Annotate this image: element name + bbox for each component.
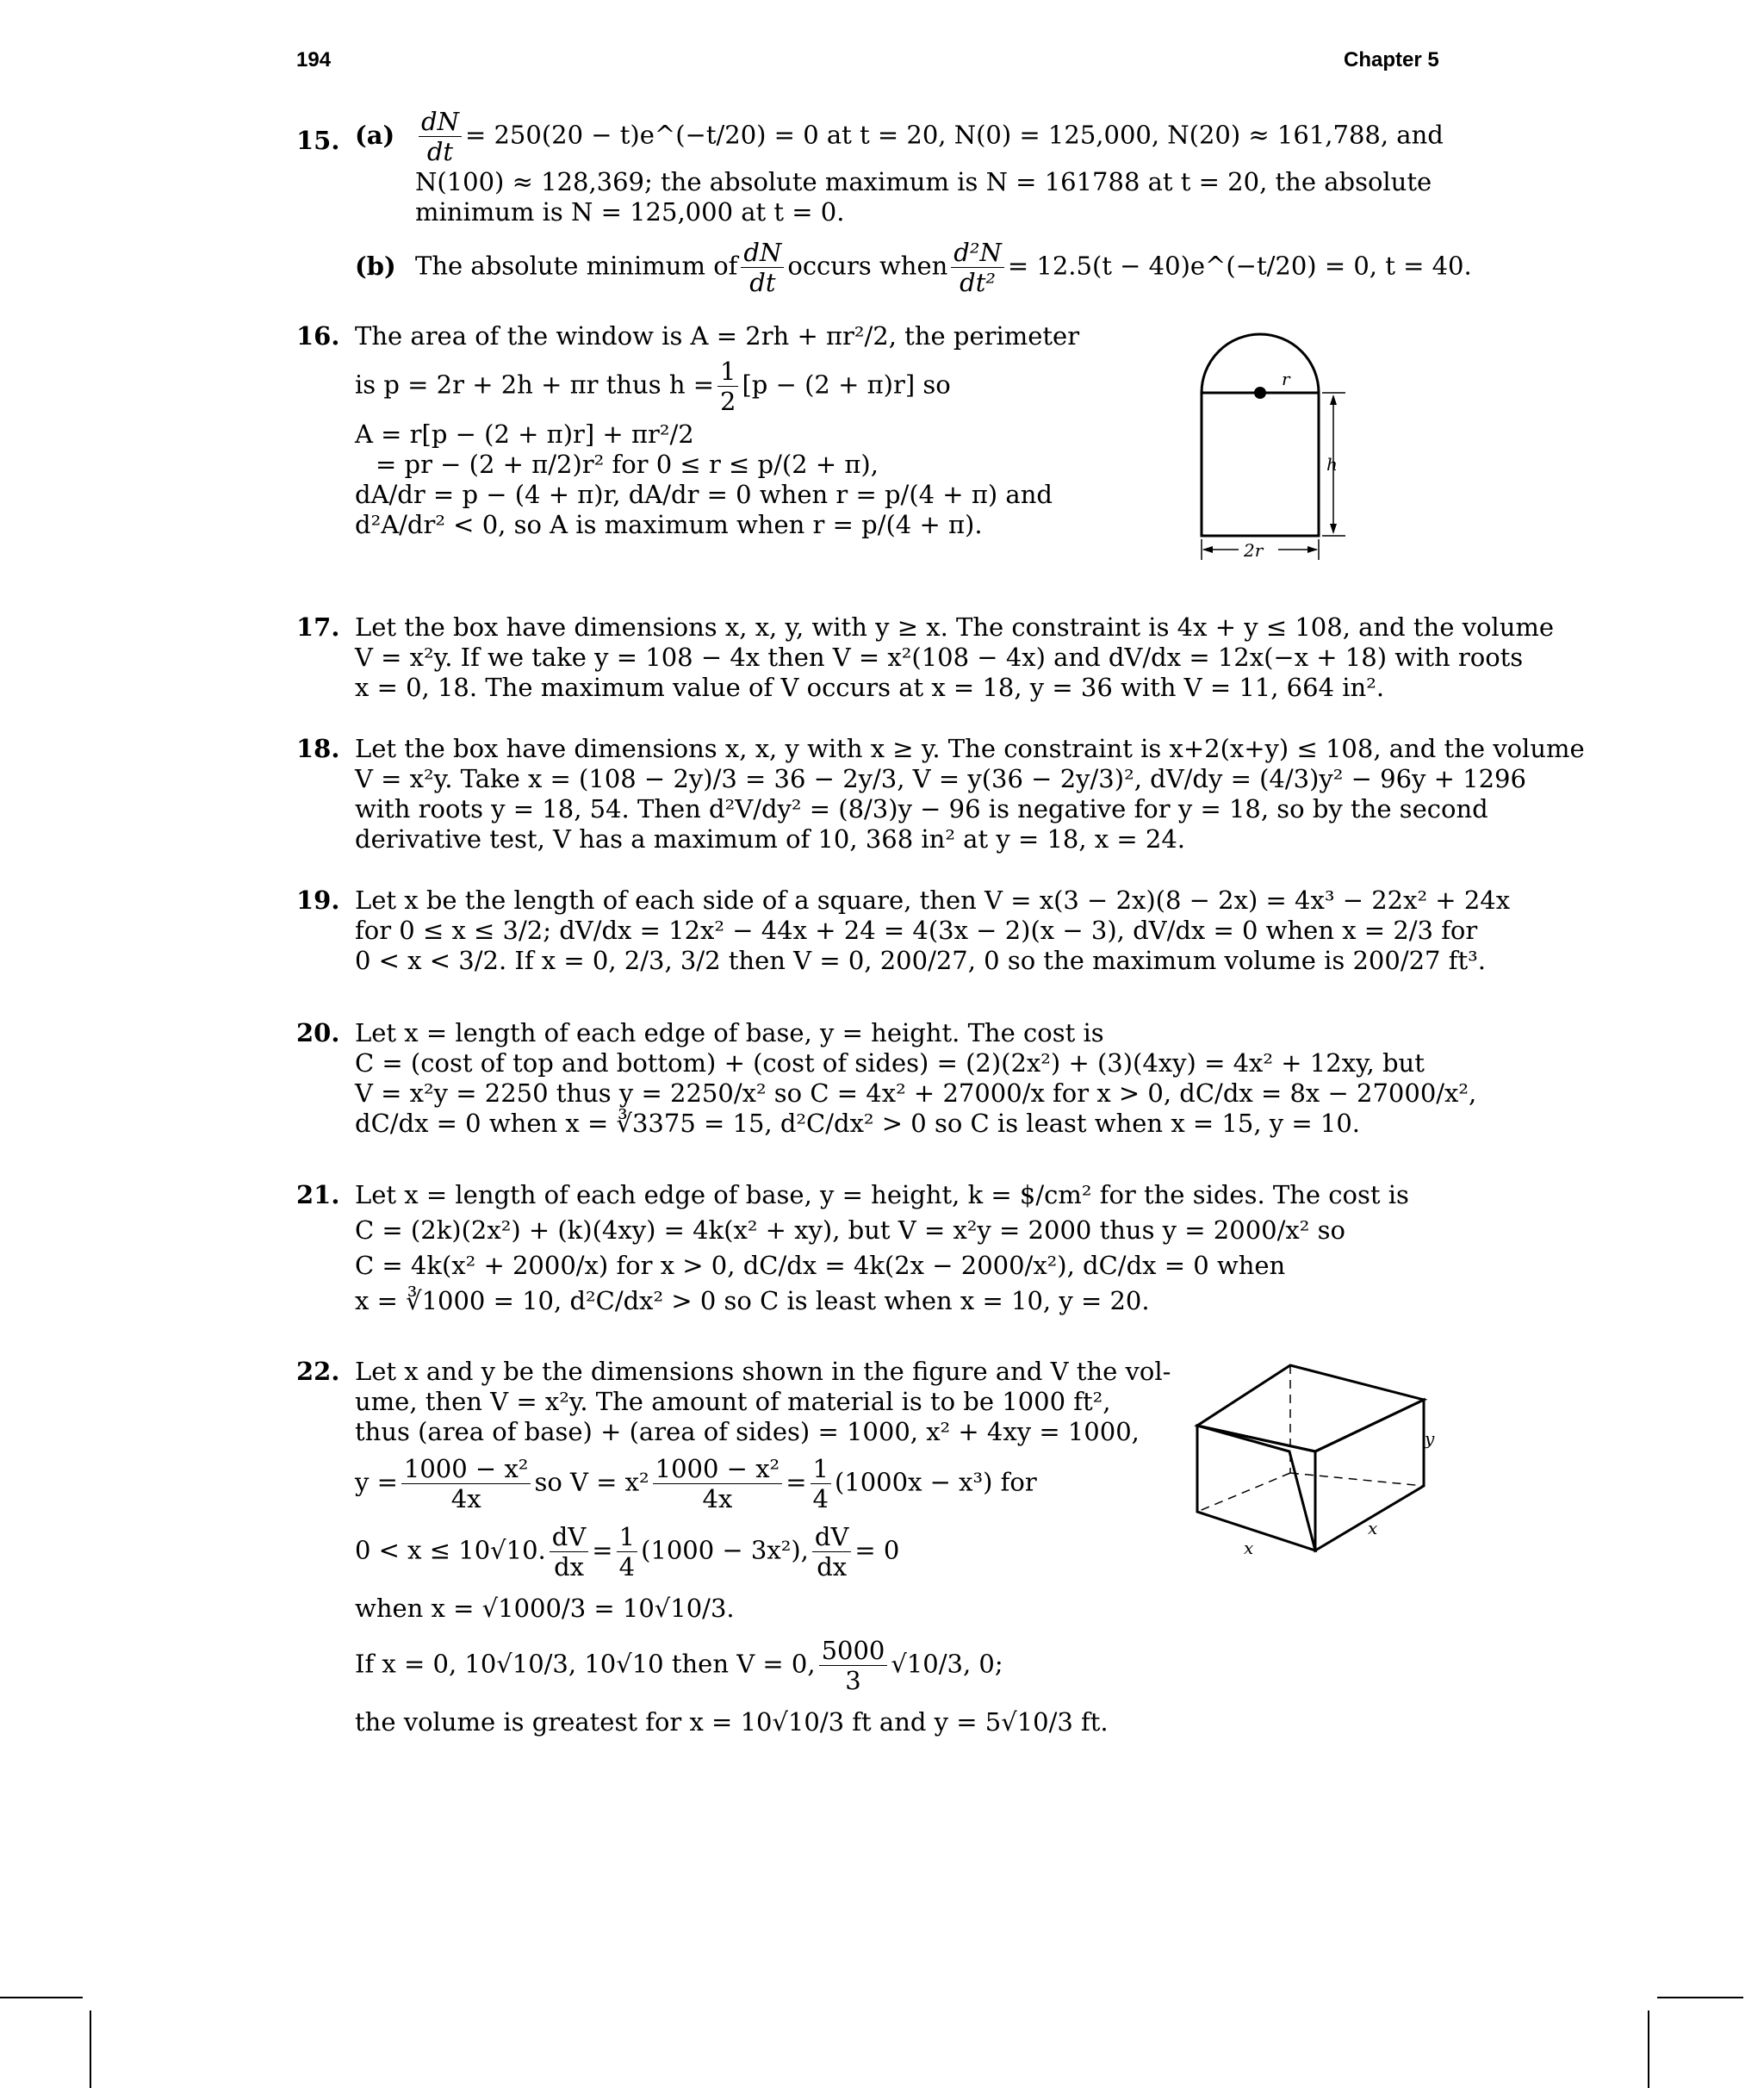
fraction: $\frac{1}{4}$ [617,1522,637,1582]
crop-mark [1648,2010,1649,2088]
problem-21 [296,1180,1442,1316]
crop-mark [0,1997,83,1998]
equation-text: Let x be the length of each side of a square, then V = x(3 − 2x)(8 − 2x) = 4x³ − 22x² + 24x [355,886,1511,915]
equation-text: The absolute minimum of [415,251,738,281]
window-figure [1189,319,1361,569]
fraction: $\frac{dN}{dt}$ [741,238,784,297]
fraction: $\frac{dV}{dx}$ [550,1522,589,1582]
equation-text: y = [355,1467,398,1497]
equation-text: If x = 0, 10√10/3, 10√10 then V = 0, [355,1649,816,1679]
problem-number: 21. [296,1180,340,1209]
equation-text: Let the box have dimensions x, x, y with x ≥ y. The constraint is x+2(x+y) ≤ 108, and the volume [355,734,1585,763]
problem-15-part-b [355,238,1472,297]
equation-text: = [786,1467,807,1497]
fraction: $\frac{dV}{dx}$ [812,1522,852,1582]
problem-15-part-a [355,107,1442,227]
equation-text: C = (2k)(2x²) + (k)(4xy) = 4k(x² + xy), but V = x²y = 2000 thus y = 2000/x² so [355,1215,1345,1245]
equation-text: when x = √1000/3 = 10√10/3. [355,1594,735,1623]
label-x-right: x [1368,1518,1378,1538]
equation-text: C = 4k(x² + 2000/x) for x > 0, dC/dx = 4k(2x − 2000/x²), dC/dx = 0 when [355,1251,1286,1280]
problem-20 [296,1018,1477,1139]
fraction: $\frac{\text{1000 − x²}}{4x}$ [653,1454,783,1513]
problem-number: 19. [296,886,340,915]
fraction: $\frac{1}{2}$ [717,357,738,416]
equation-text: 0 < x < 3/2. If x = 0, 2/3, 3/2 then V = 0, 200/27, 0 so the maximum volume is 200/27 ft³. [355,946,1486,975]
problem-number: 15. [296,126,340,155]
fraction: $\frac{\text{d²N}}{\text{dt²}}$ [951,238,1004,297]
equation-text: = [592,1535,613,1565]
problem-19 [296,886,1511,976]
problem-number: 17. [296,612,340,642]
equation-text: Let x = length of each edge of base, y = height, k = $/cm² for the sides. The cost is [355,1180,1409,1209]
label-2r: 2r [1244,540,1264,561]
problem-22 [296,1357,1171,1737]
equation-text: = 12.5(t − 40)e^(−t/20) = 0, t = 40. [1007,251,1472,281]
problem-number: 22. [296,1357,340,1386]
equation-text: the volume is greatest for x = 10√10/3 ft and y = 5√10/3 ft. [355,1707,1109,1737]
equation-text: C = (cost of top and bottom) + (cost of sides) = (2)(2x²) + (3)(4xy) = 4x² + 12xy, but [355,1048,1425,1078]
equation-text: with roots y = 18, 54. Then d²V/dy² = (8/3)y − 96 is negative for y = 18, so by the second [355,794,1488,823]
fraction: $\frac{1}{4}$ [811,1454,831,1513]
equation-text: thus (area of base) + (area of sides) = 1000, x² + 4xy = 1000, [355,1417,1140,1446]
equation-text: Let the box have dimensions x, x, y, with y ≥ x. The constraint is 4x + y ≤ 108, and the volume [355,612,1555,642]
equation-text: V = x²y = 2250 thus y = 2250/x² so C = 4x² + 27000/x for x > 0, dC/dx = 8x − 27000/x², [355,1078,1477,1108]
equation-text: √10/3, 0; [891,1649,1003,1679]
equation-text: derivative test, V has a maximum of 10, 368 in² at y = 18, x = 24. [355,824,1186,854]
equation-text: for 0 ≤ x ≤ 3/2; dV/dx = 12x² − 44x + 24 = 4(3x − 2)(x − 3), dV/dx = 0 when x = 2/3 for [355,916,1478,945]
equation-text: dA/dr = p − (4 + π)r, dA/dr = 0 when r = p/(4 + π) and [355,480,1053,509]
equation-text: x = 0, 18. The maximum value of V occurs at x = 18, y = 36 with V = 11, 664 in². [355,673,1385,702]
equation-text: = pr − (2 + π/2)r² for 0 ≤ r ≤ p/(2 + π), [376,450,879,479]
problem-number: 16. [296,321,340,351]
part-label: (a) [355,120,395,150]
problem-17 [296,612,1555,703]
page-number: 194 [296,48,332,71]
equation-text: A = r[p − (2 + π)r] + πr²/2 [355,419,694,449]
equation-text: The area of the window is A = 2rh + πr²/2, the perimeter [355,321,1080,351]
equation-text: minimum is N = 125,000 at t = 0. [415,197,845,227]
crop-mark [90,2010,91,2088]
crop-mark [1657,1997,1743,1998]
part-label: (b) [355,251,396,281]
fraction: $\frac{dN}{dt}$ [419,107,462,166]
equation-text: V = x²y. If we take y = 108 − 4x then V = x²(108 − 4x) and dV/dx = 12x(−x + 18) with roots [355,643,1524,672]
equation-text: x = ∛1000 = 10, d²C/dx² > 0 so C is least when x = 10, y = 20. [355,1286,1150,1315]
equation-text: V = x²y. Take x = (108 − 2y)/3 = 36 − 2y/3, V = y(36 − 2y/3)², dV/dy = (4/3)y² − 96y + 1296 [355,764,1526,793]
equation-text: N(100) ≈ 128,369; the absolute maximum is N = 161788 at t = 20, the absolute [415,167,1432,196]
problem-18 [296,734,1585,854]
equation-text: Let x = length of each edge of base, y = height. The cost is [355,1018,1104,1047]
equation-text: (1000x − x³) for [834,1467,1037,1497]
label-x-left: x [1244,1538,1254,1558]
label-h: h [1326,454,1338,475]
equation-text: ume, then V = x²y. The amount of material is to be 1000 ft², [355,1387,1111,1416]
equation-text: Let x and y be the dimensions shown in the figure and V the vol- [355,1357,1171,1386]
equation-text: = 0 [854,1535,900,1565]
problem-15 [296,107,1472,297]
fraction: $\frac{5000}{3}$ [819,1636,888,1695]
chapter-title: Chapter 5 [1344,48,1439,71]
equation-text: [p − (2 + π)r] so [742,370,951,400]
equation-text: (1000 − 3x²), [641,1535,809,1565]
equation-text: so V = x² [534,1467,649,1497]
equation-text: = 250(20 − t)e^(−t/20) = 0 at t = 20, N(0) = 125,000, N(20) ≈ 161,788, and [464,120,1444,150]
box-figure [1189,1357,1438,1563]
label-y: y [1425,1428,1435,1449]
equation-text: d²A/dr² < 0, so A is maximum when r = p/(4 + π). [355,510,983,539]
equation-text: 0 < x ≤ 10√10. [355,1535,546,1565]
equation-text: is p = 2r + 2h + πr thus h = [355,370,715,400]
fraction: $\frac{\text{1000 − x²}}{4x}$ [401,1454,531,1513]
problem-16 [296,321,1080,540]
equation-text: occurs when [787,251,948,281]
label-r: r [1282,369,1290,389]
problem-number: 20. [296,1018,340,1047]
equation-text: dC/dx = 0 when x = ∛3375 = 15, d²C/dx² > 0 so C is least when x = 15, y = 10. [355,1109,1360,1138]
problem-number: 18. [296,734,340,763]
